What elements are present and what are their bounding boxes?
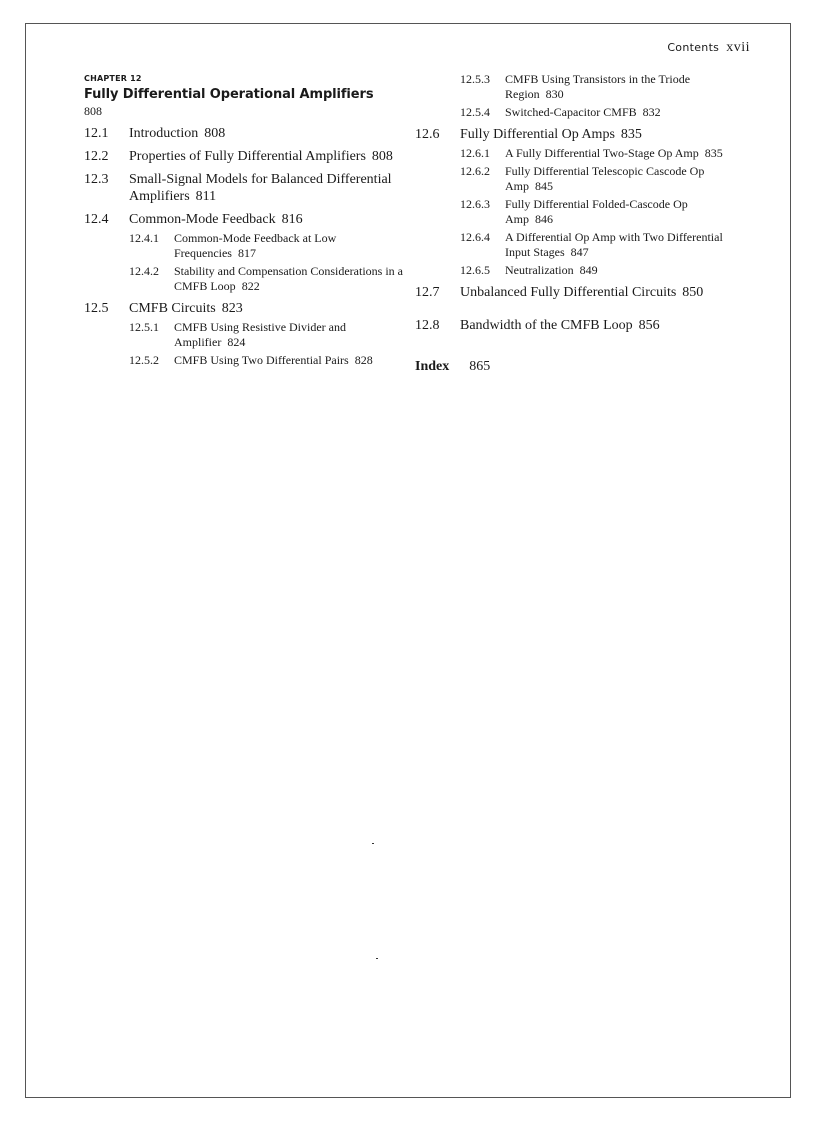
section-page: 850 <box>682 285 704 300</box>
chapter-label: CHAPTER 12 <box>84 74 142 83</box>
toc-subsection[interactable] <box>415 263 735 278</box>
running-head-label: Contents <box>667 41 720 54</box>
toc-section[interactable] <box>84 125 404 142</box>
subsection-number: 12.6.2 <box>460 164 490 178</box>
toc-section[interactable] <box>84 300 404 317</box>
section-page: 808 <box>371 149 393 164</box>
toc-index-entry[interactable] <box>415 358 735 375</box>
subsection-title: Neutralization <box>505 263 574 277</box>
section-title: Common-Mode Feedback <box>129 212 276 227</box>
section-page: 811 <box>195 189 217 204</box>
scan-speck <box>372 843 374 844</box>
subsection-page: 817 <box>237 246 256 260</box>
toc-section[interactable] <box>415 284 735 301</box>
toc-subsection[interactable] <box>415 230 735 260</box>
subsection-page: 845 <box>535 179 553 193</box>
toc-subsection[interactable] <box>84 320 404 350</box>
toc-subsection[interactable] <box>84 264 404 294</box>
toc-subsection[interactable] <box>415 72 735 102</box>
section-number: 12.2 <box>84 149 109 164</box>
subsection-number: 12.5.3 <box>460 72 490 86</box>
chapter-page: 808 <box>84 104 102 118</box>
subsection-number: 12.4.2 <box>129 264 159 278</box>
subsection-page: 835 <box>704 146 723 160</box>
subsection-number: 12.6.1 <box>460 146 490 160</box>
section-page: 823 <box>221 301 243 316</box>
section-number: 12.1 <box>84 126 109 141</box>
section-title: Introduction <box>129 126 199 141</box>
section-page: 835 <box>620 127 642 142</box>
scan-speck <box>376 958 378 959</box>
section-title: Properties of Fully Differential Amplifiers <box>129 149 366 164</box>
subsection-page: 828 <box>354 353 373 367</box>
subsection-title: Fully Differential Folded-Cascode Op Amp <box>505 197 688 226</box>
subsection-number: 12.4.1 <box>129 231 159 245</box>
section-title: Unbalanced Fully Differential Circuits <box>460 285 677 300</box>
subsection-number: 12.5.1 <box>129 320 159 334</box>
toc-subsection[interactable] <box>415 164 735 194</box>
subsection-page: 849 <box>579 263 598 277</box>
section-page: 816 <box>281 212 303 227</box>
section-title: CMFB Circuits <box>129 301 216 316</box>
toc-subsection[interactable] <box>415 105 735 120</box>
subsection-page: 830 <box>545 87 564 101</box>
subsection-page: 822 <box>241 279 260 293</box>
subsection-page: 846 <box>535 212 553 226</box>
toc-section[interactable] <box>84 211 404 228</box>
running-head-page-number: xvii <box>726 40 750 55</box>
subsection-title: Stability and Compensation Considerations in a CMFB Loop <box>174 264 403 293</box>
toc-section[interactable] <box>84 148 404 165</box>
section-number: 12.6 <box>415 127 440 142</box>
chapter-title: Fully Differential Operational Amplifiers <box>84 87 374 102</box>
toc-subsection[interactable] <box>84 231 404 261</box>
toc-subsection[interactable] <box>415 146 735 161</box>
section-page: 808 <box>204 126 226 141</box>
subsection-title: Common-Mode Feedback at Low Frequencies <box>174 231 337 260</box>
subsection-number: 12.6.3 <box>460 197 490 211</box>
subsection-title: A Fully Differential Two-Stage Op Amp <box>505 146 699 160</box>
toc-left-column <box>84 72 404 368</box>
running-head <box>667 40 750 56</box>
section-title: Bandwidth of the CMFB Loop <box>460 318 633 333</box>
subsection-number: 12.5.4 <box>460 105 490 119</box>
section-title: Small-Signal Models for Balanced Differential Amplifiers <box>129 172 392 204</box>
section-number: 12.7 <box>415 285 440 300</box>
subsection-page: 824 <box>227 335 246 349</box>
toc-section[interactable] <box>415 317 735 334</box>
subsection-page: 847 <box>570 245 589 259</box>
toc-section[interactable] <box>84 171 404 205</box>
toc-right-column <box>415 72 735 375</box>
subsection-page: 832 <box>642 105 661 119</box>
section-number: 12.3 <box>84 172 109 187</box>
subsection-title: CMFB Using Transistors in the Triode Region <box>505 72 691 101</box>
subsection-title: Switched-Capacitor CMFB <box>505 105 637 119</box>
subsection-title: Fully Differential Telescopic Cascode Op Amp <box>505 164 705 193</box>
subsection-title: CMFB Using Two Differential Pairs <box>174 353 349 367</box>
toc-section[interactable] <box>415 126 735 143</box>
toc-subsection[interactable] <box>415 197 735 227</box>
subsection-number: 12.6.5 <box>460 263 490 277</box>
subsection-number: 12.6.4 <box>460 230 490 244</box>
section-number: 12.8 <box>415 318 440 333</box>
section-page: 856 <box>638 318 660 333</box>
subsection-number: 12.5.2 <box>129 353 159 367</box>
section-number: 12.5 <box>84 301 109 316</box>
toc-subsection[interactable] <box>84 353 404 368</box>
index-label: Index <box>415 359 450 374</box>
subsection-title: CMFB Using Resistive Divider and Amplifier <box>174 320 347 349</box>
section-title: Fully Differential Op Amps <box>460 127 615 142</box>
section-number: 12.4 <box>84 212 109 227</box>
subsection-title: A Differential Op Amp with Two Differential Input Stages <box>505 230 723 259</box>
index-page: 865 <box>469 359 491 374</box>
